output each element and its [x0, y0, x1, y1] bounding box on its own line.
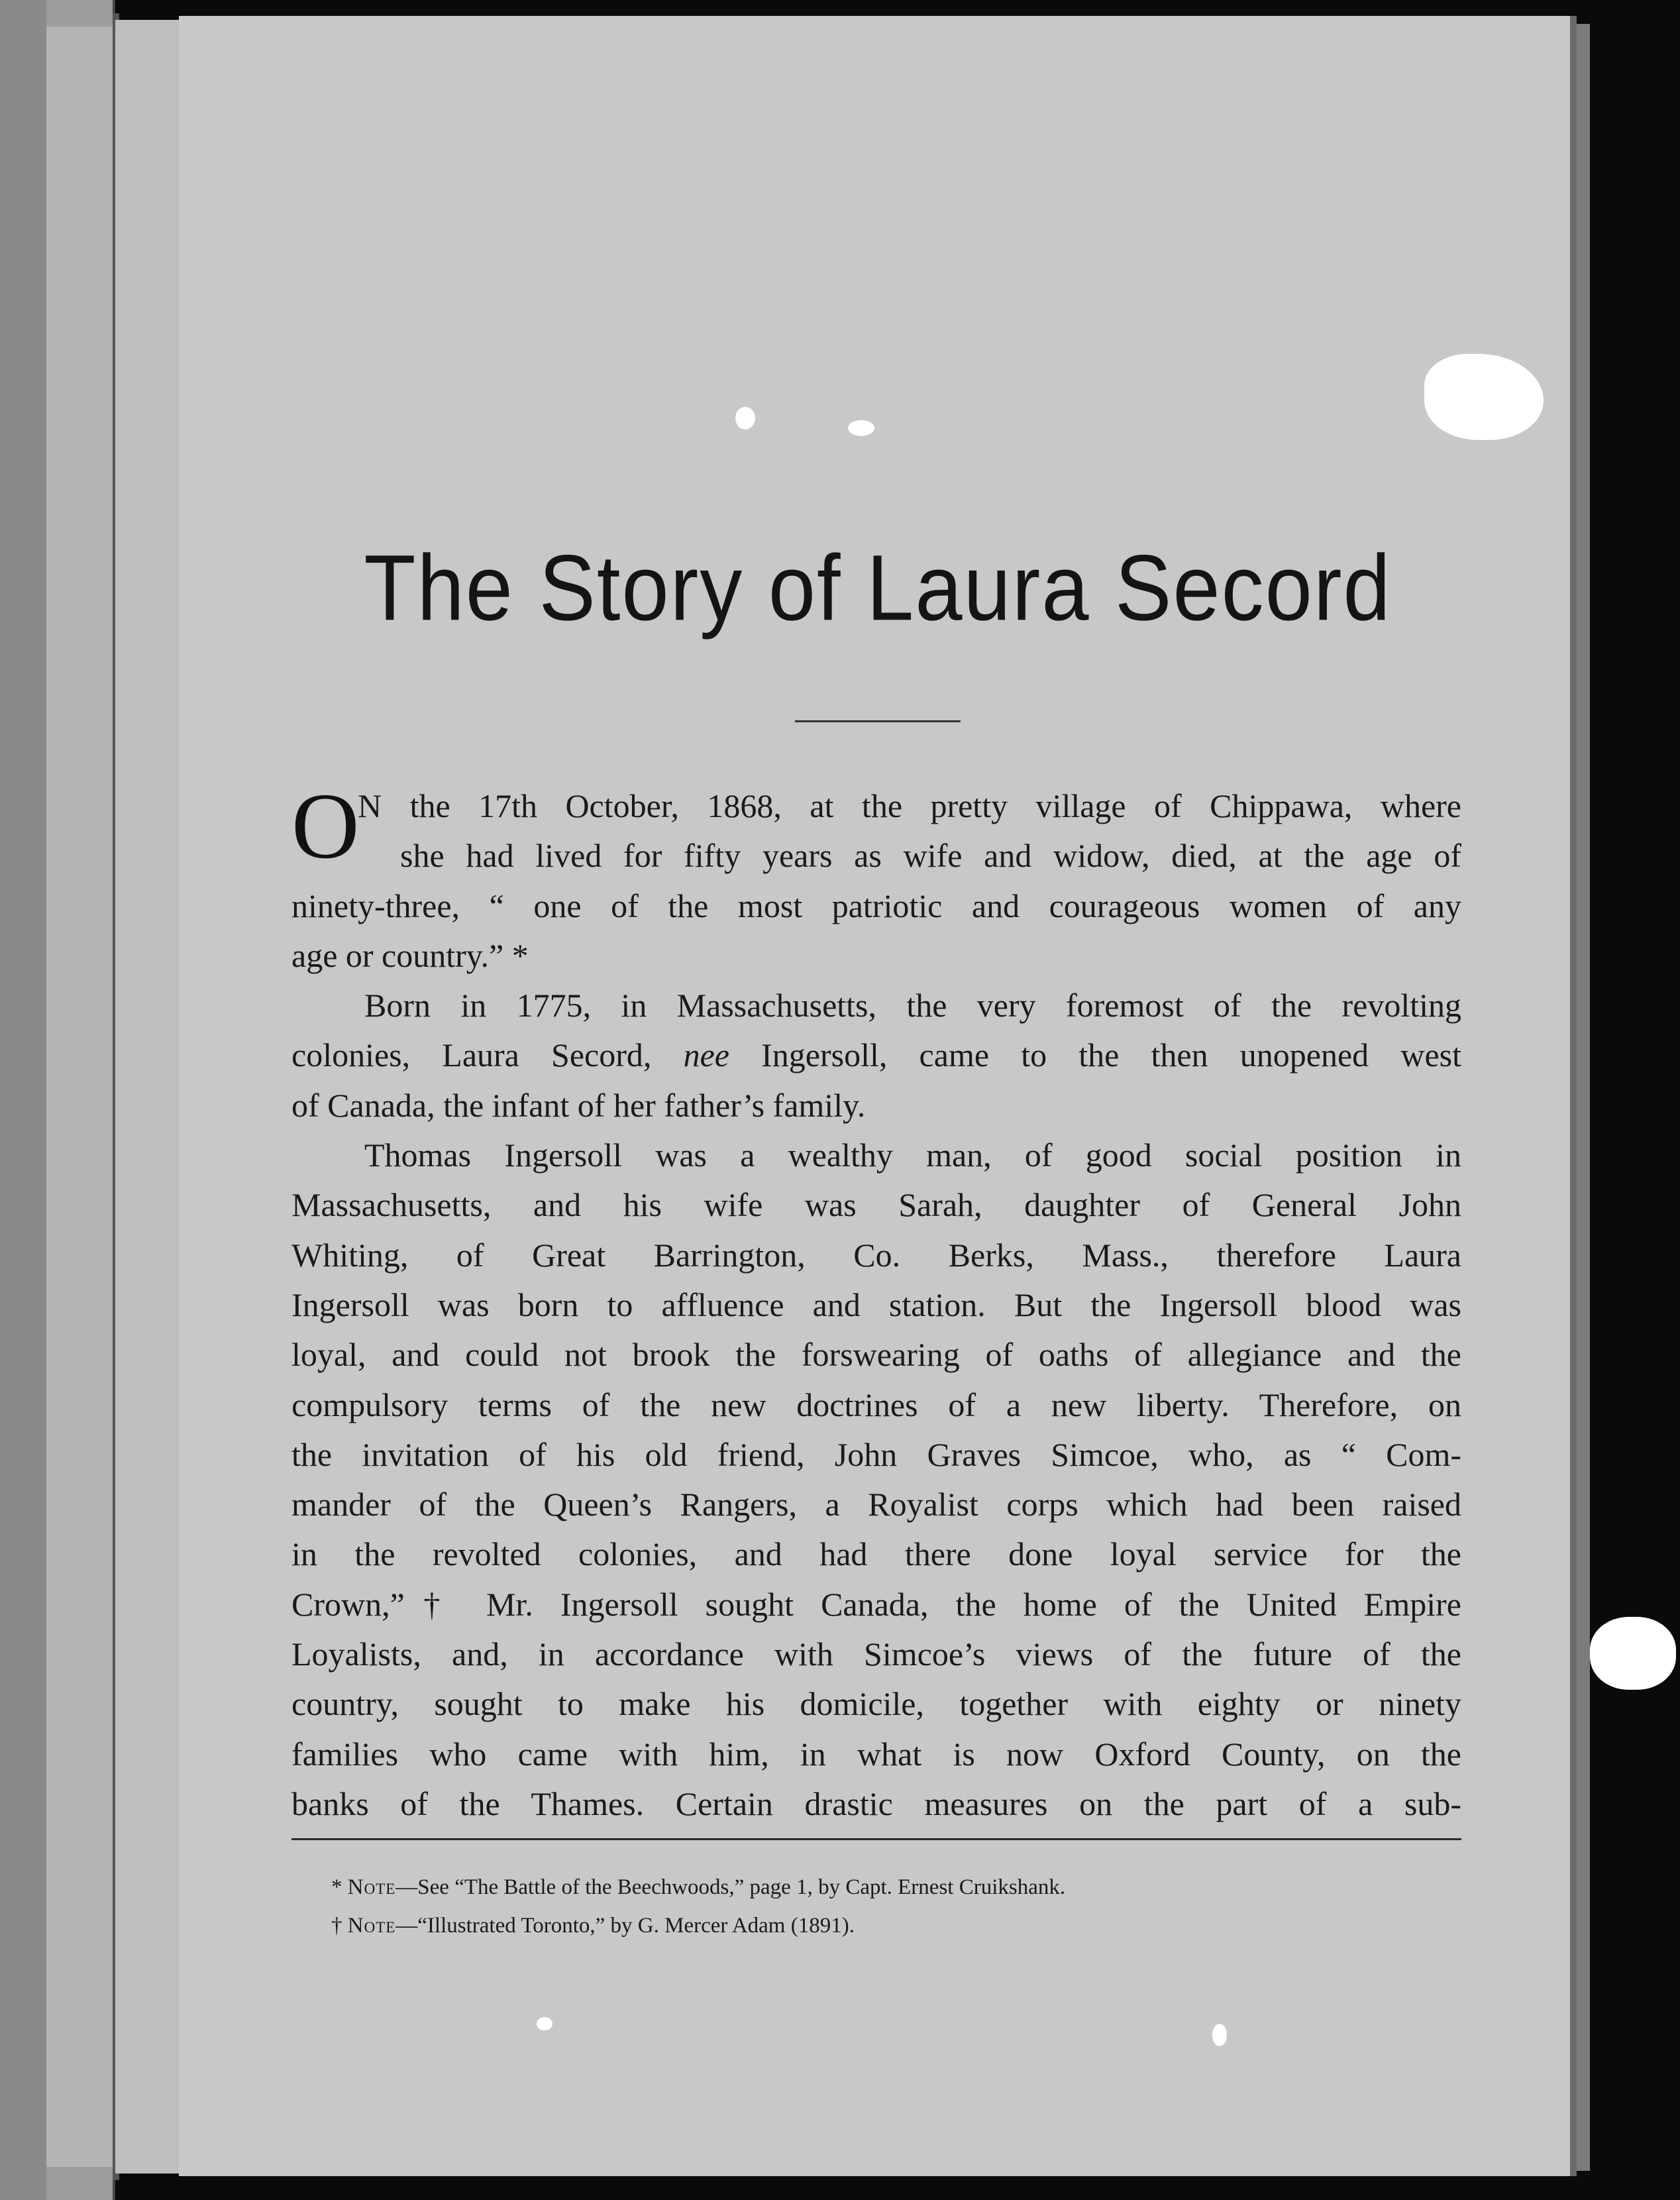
text-line: banks of the Thames. Certain drastic measures on the part of a sub- [291, 1785, 1461, 1822]
text-line: families who came with him, in what is now Oxford County, on the [291, 1735, 1461, 1773]
body-text [291, 773, 1461, 1829]
text-line: N the 17th October, 1868, at the pretty village of Chippawa, where [358, 787, 1461, 824]
footnotes [331, 1868, 1457, 1945]
footnote [331, 1868, 1457, 1906]
footnote-mark: * [331, 1875, 342, 1899]
facing-page-edge [0, 0, 115, 2200]
text-line: ninety-three, “ one of the most patriotic and courageous women of any [291, 887, 1461, 924]
text-line: Crown,”† Mr. Ingersoll sought Canada, the home of the United Empire [291, 1585, 1461, 1623]
text-line: age or country.” * [291, 936, 529, 974]
text-line: Born in 1775, in Massachusetts, the very foremost of the revolting [364, 987, 1461, 1024]
scan-speck [735, 407, 755, 429]
facing-page-shadow [0, 0, 46, 2200]
text-line: Ingersoll was born to affluence and station. But the Ingersoll blood was [291, 1286, 1461, 1323]
scan-speck [848, 420, 874, 436]
italic-word: nee [683, 1036, 729, 1074]
footnote-text: —“Illustrated Toronto,” by G. Mercer Adam (1891). [395, 1914, 855, 1938]
paragraph-1 [291, 773, 1461, 981]
text-line: loyal, and could not brook the forswearing of oaths of allegiance and the [291, 1336, 1461, 1374]
scan-speck [1590, 1617, 1676, 1690]
footnote-mark: † [331, 1914, 342, 1938]
text-line: Massachusetts, and his wife was Sarah, daughter of General John [291, 1186, 1461, 1224]
text-line: compulsory terms of the new doctrines of a new liberty. Therefore, on [291, 1386, 1461, 1423]
text-line: she had lived for fifty years as wife and widow, died, at the age of [400, 837, 1461, 875]
footnote [331, 1906, 1457, 1945]
text-line: the invitation of his old friend, John Graves Simcoe, who, as “ Com- [291, 1435, 1461, 1473]
title-divider [795, 720, 961, 722]
text-line: in the revolted colonies, and had there done loyal service for the [291, 1535, 1461, 1573]
paragraph-3 [291, 1130, 1461, 1829]
footnote-text: —See “The Battle of the Beechwoods,” page 1, by Capt. Ernest Cruikshank. [395, 1875, 1066, 1899]
footnote-label: Note [347, 1875, 396, 1899]
text-line: of Canada, the infant of her father’s family. [291, 1086, 866, 1124]
footnote-label: Note [347, 1914, 396, 1938]
scan-speck [537, 2017, 552, 2030]
text-line: country, sought to make his domicile, together with eighty or ninety [291, 1685, 1461, 1723]
text-line: Loyalists, and, in accordance with Simcoe’s views of the future of the [291, 1635, 1461, 1673]
text-line: Whiting, of Great Barrington, Co. Berks, Mass., therefore Laura [291, 1236, 1461, 1274]
scan-speck [1424, 354, 1544, 440]
page-gutter [115, 20, 182, 2173]
text-line: colonies, Laura Secord, nee Ingersoll, came to the then unopened west [291, 1036, 1461, 1074]
text-line: mander of the Queen’s Rangers, a Royalist corps which had been raised [291, 1486, 1461, 1523]
facing-page-strip [46, 27, 113, 2167]
page-edge-shadow [1577, 24, 1590, 2171]
text-line: Thomas Ingersoll was a wealthy man, of good social position in [364, 1136, 1461, 1174]
paragraph-2 [291, 981, 1461, 1130]
scan-speck [1212, 2024, 1227, 2046]
drop-cap: O [291, 773, 360, 878]
document-page [179, 16, 1577, 2176]
page-title: The Story of Laura Secord [364, 535, 1392, 641]
footnote-divider [291, 1838, 1461, 1840]
